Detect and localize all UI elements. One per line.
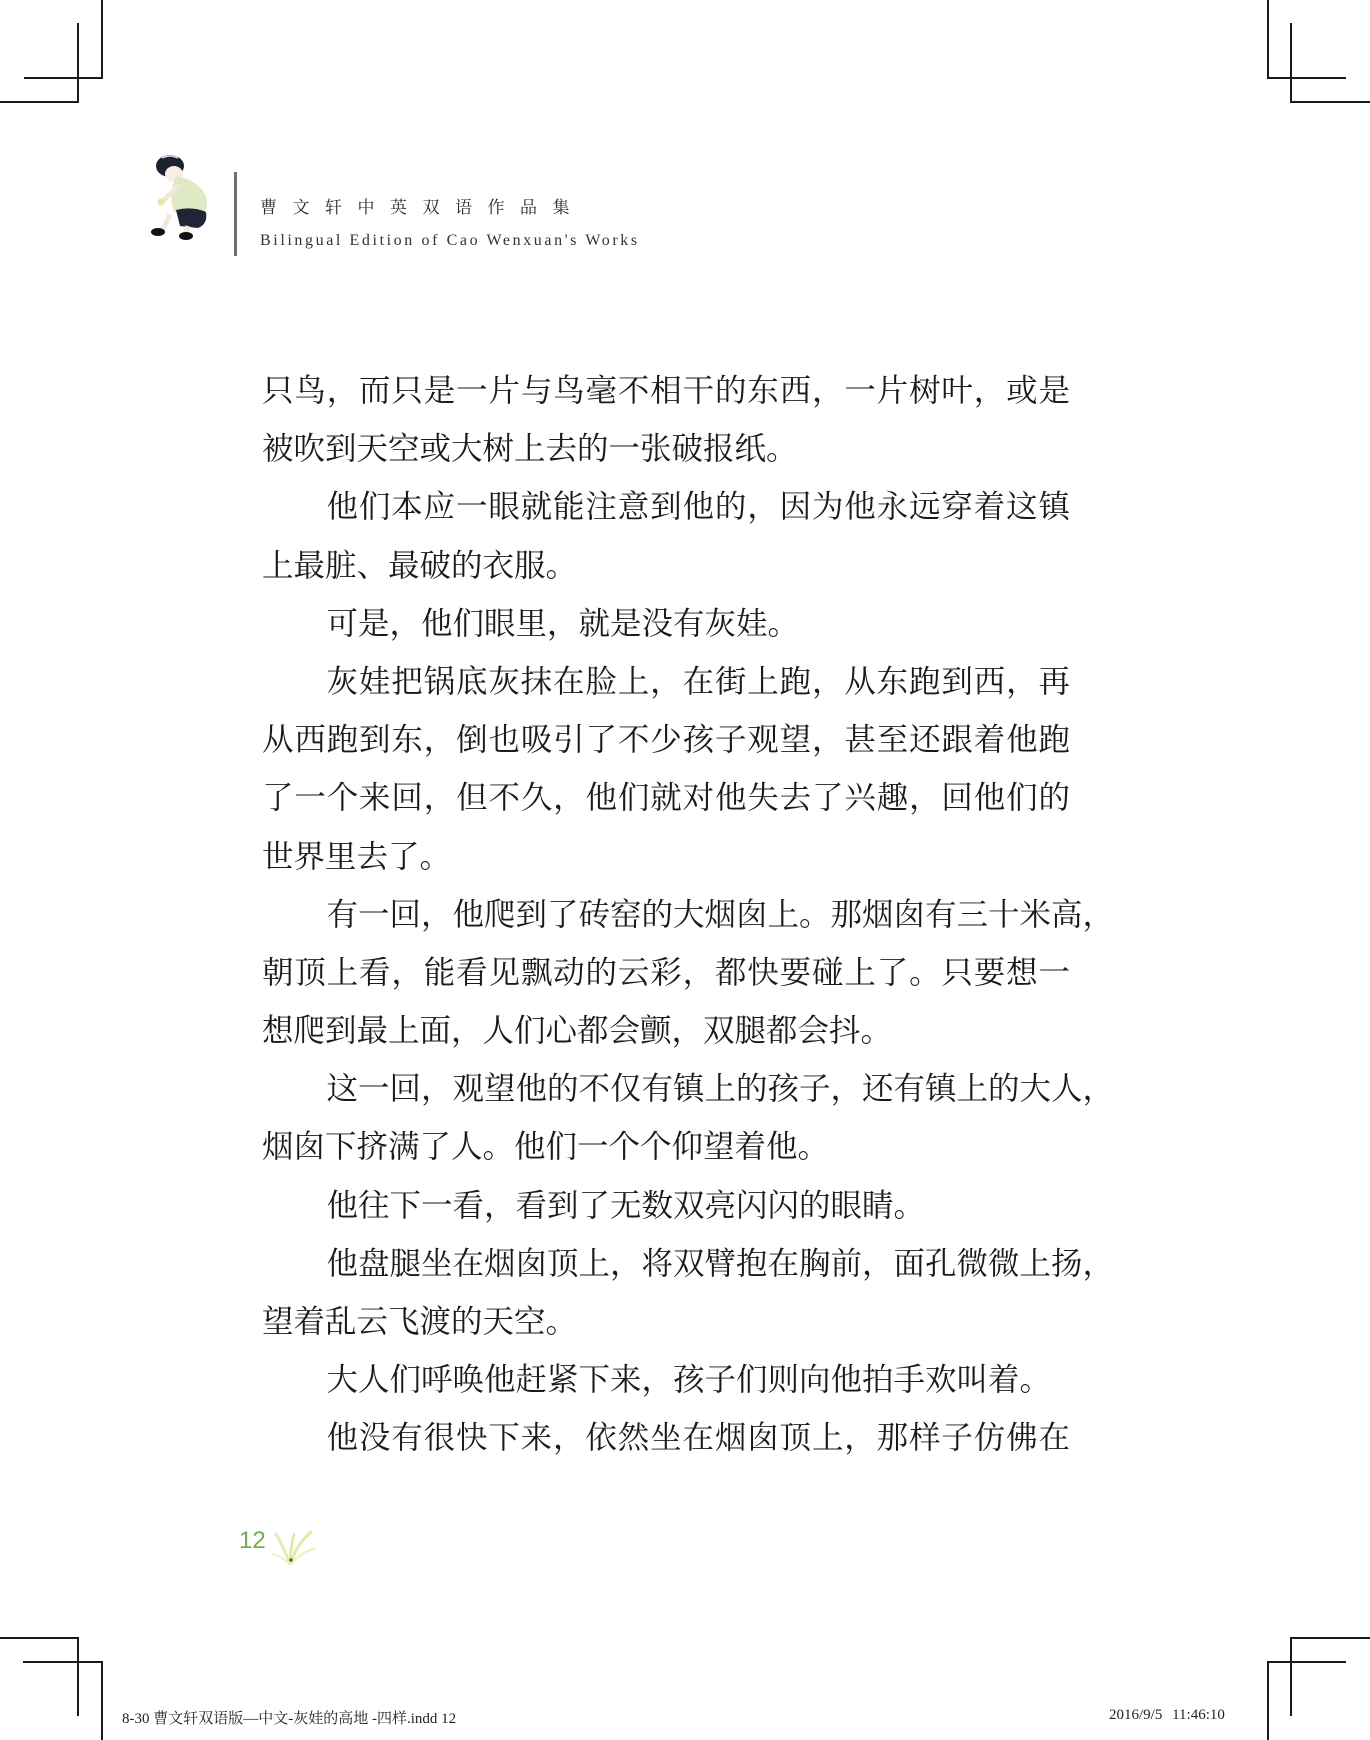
crop-mark xyxy=(101,0,103,79)
header-divider xyxy=(234,172,237,256)
crop-mark xyxy=(0,1637,79,1639)
crop-mark xyxy=(1290,1637,1370,1639)
text-line: 这一回，观望他的不仅有镇上的孩子，还有镇上的大人， xyxy=(326,1071,1115,1108)
body-text xyxy=(262,362,1115,1468)
crop-mark xyxy=(1267,1661,1346,1663)
page-number: 12 xyxy=(239,1527,266,1554)
text-line: 想爬到最上面，人们心都会颤，双腿都会抖。 xyxy=(262,1013,893,1050)
crop-mark xyxy=(1290,101,1370,103)
crop-mark xyxy=(1290,23,1292,103)
crop-mark xyxy=(24,77,103,79)
crop-mark xyxy=(1267,77,1346,79)
crouching-boy-illustration xyxy=(148,152,220,242)
text-line: 了一个来回，但不久，他们就对他失去了兴趣，回他们的 xyxy=(262,780,1070,817)
crop-mark xyxy=(1290,1637,1292,1716)
text-line: 他没有很快下来，依然坐在烟囱顶上，那样子仿佛在 xyxy=(326,1420,1070,1457)
crop-mark xyxy=(1267,1661,1269,1740)
crop-mark xyxy=(101,1661,103,1740)
crop-mark xyxy=(77,23,79,103)
text-line: 望着乱云飞渡的天空。 xyxy=(262,1304,578,1340)
crop-mark xyxy=(23,1661,103,1663)
crop-mark xyxy=(77,1637,79,1716)
text-line: 只鸟，而只是一片与鸟毫不相干的东西，一片树叶，或是 xyxy=(262,373,1070,409)
text-line: 他盘腿坐在烟囱顶上，将双臂抱在胸前，面孔微微上扬， xyxy=(326,1245,1115,1282)
text-line: 被吹到天空或大树上去的一张破报纸。 xyxy=(262,431,798,468)
series-title-chinese: 曹文轩中英双语作品集 xyxy=(260,198,585,218)
grass-sprout-icon xyxy=(270,1520,320,1570)
text-line: 大人们呼唤他赶紧下来，孩子们则向他拍手欢叫着。 xyxy=(326,1362,1052,1399)
text-line: 他们本应一眼就能注意到他的，因为他永远穿着这镇 xyxy=(326,489,1070,526)
text-line: 上最脏、最破的衣服。 xyxy=(262,547,578,584)
text-line: 从西跑到东，倒也吸引了不少孩子观望，甚至还跟着他跑 xyxy=(262,722,1070,759)
crop-mark xyxy=(0,101,79,103)
text-line: 烟囱下挤满了人。他们一个个仰望着他。 xyxy=(262,1129,830,1166)
text-line: 他往下一看，看到了无数双亮闪闪的眼睛。 xyxy=(326,1187,926,1224)
text-line: 世界里去了。 xyxy=(262,838,452,875)
crop-mark xyxy=(1267,0,1269,79)
slug-timestamp: 2016/9/5 11:46:10 xyxy=(1109,1707,1225,1723)
text-line: 朝顶上看，能看见飘动的云彩，都快要碰上了。只要想一 xyxy=(262,954,1070,991)
text-line: 可是，他们眼里，就是没有灰娃。 xyxy=(326,605,800,642)
text-line: 灰娃把锅底灰抹在脸上，在街上跑，从东跑到西，再 xyxy=(326,663,1070,700)
text-line: 有一回，他爬到了砖窑的大烟囱上。那烟囱有三十米高， xyxy=(326,896,1115,933)
slug-filename: 8-30 曹文轩双语版—中文-灰娃的高地 -四样.indd 12 xyxy=(122,1711,457,1727)
series-title-english: Bilingual Edition of Cao Wenxuan's Works xyxy=(260,232,640,249)
